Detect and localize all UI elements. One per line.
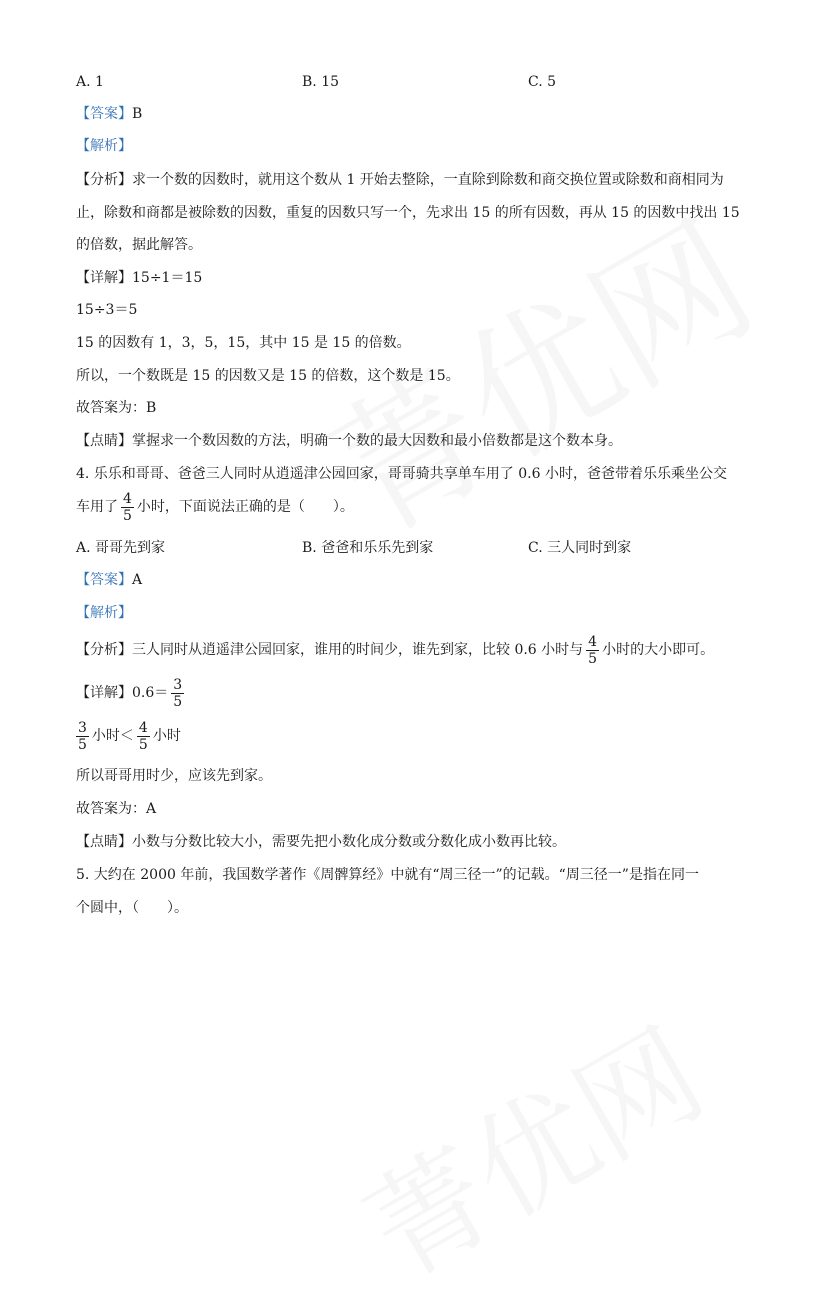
q3-xiangjie-line-1 [76,268,202,288]
stem-text: 小时，下面说法正确的是（ ）。 [136,499,354,515]
answer-value: A [132,572,143,588]
comparison-text: 小时＜ [91,728,134,744]
denominator: 5 [138,736,148,753]
q3-xiangjie-line-5: 故答案为：B [76,400,157,416]
denominator: 5 [123,507,132,524]
q4-answer [76,570,142,590]
q3-option-c: C. 5 [528,74,557,90]
q3-option-b: B. 15 [302,74,340,90]
fenxi-text: 求一个数的因数时，就用这个数从 1 开始去整除，一直除到除数和商交换位置或除数和商相同为 [132,172,724,188]
q3-fenxi-line-1 [76,170,724,190]
fraction-4-5 [586,634,599,667]
q4-dianjing [76,832,566,852]
q4-option-a: A. 哥哥先到家 [76,540,166,556]
fenxi-text: 三人同时从逍遥津公园回家，谁用的时间少，谁先到家，比较 0.6 小时与 [132,642,584,658]
fraction-3-5 [171,677,184,710]
q4-stem-line-1: 4. 乐乐和哥哥、爸爸三人同时从逍遥津公园回家，哥哥骑共享单车用了 0.6 小时，爸爸带着乐乐乘坐公交 [76,466,727,482]
q3-fenxi-line-2: 止，除数和商都是被除数的因数，重复的因数只写一个，先求出 15 的所有因数，再从 15 的因数中找出 15 [76,205,740,221]
q4-option-c: C. 三人同时到家 [528,540,632,556]
fraction-3-5 [76,720,89,753]
q3-answer [76,104,142,124]
fraction-4-5 [121,491,134,524]
answer-tag: 【答案】 [76,572,132,588]
q3-analysis-tag: 【解析】 [76,138,132,154]
q3-option-a: A. 1 [76,74,104,90]
q4-analysis-tag: 【解析】 [76,605,132,621]
q4-final: 故答案为：A [76,801,157,817]
dianjing-tag: 【点睛】 [76,433,132,449]
q4-stem-line-2 [76,490,354,524]
q4-fenxi [76,632,714,668]
numerator: 4 [138,719,148,736]
equation-text: 0.6＝ [132,685,169,701]
fraction-4-5 [137,720,150,753]
watermark [331,982,729,1310]
q3-dianjing [76,431,622,451]
fenxi-tag: 【分析】 [76,642,132,658]
q3-xiangjie-line-3: 15 的因数有 1，3，5，15，其中 15 是 15 的倍数。 [76,335,411,351]
q4-comparison [73,718,181,754]
q5-stem-line-1: 5. 大约在 2000 年前，我国数学著作《周髀算经》中就有“周三径一”的记载。“周三径一”是指在同一 [76,867,699,883]
numerator: 3 [78,719,87,736]
denominator: 5 [588,650,598,667]
xiangjie-tag: 【详解】 [76,270,132,286]
fenxi-text: 小时的大小即可。 [602,642,715,658]
q3-fenxi-line-3: 的倍数，据此解答。 [76,237,202,253]
dianjing-tag: 【点睛】 [76,834,132,850]
q4-conclusion: 所以哥哥用时少，应该先到家。 [76,768,272,784]
dianjing-text: 小数与分数比较大小，需要先把小数化成分数或分数化成小数再比较。 [132,834,566,850]
answer-value: B [132,106,143,122]
numerator: 3 [173,676,183,693]
xiangjie-tag: 【详解】 [76,685,132,701]
dianjing-text: 掌握求一个数因数的方法，明确一个数的最大因数和最小倍数都是这个数本身。 [132,433,622,449]
numerator: 4 [588,633,598,650]
answer-tag: 【答案】 [76,106,132,122]
denominator: 5 [173,693,183,710]
denominator: 5 [78,736,87,753]
q4-option-b: B. 爸爸和乐乐先到家 [302,540,434,556]
q4-xiangjie [76,675,187,711]
numerator: 4 [123,490,132,507]
q3-xiangjie-line-2: 15÷3＝5 [76,302,138,318]
stem-text: 车用了 [76,499,118,515]
q5-stem-line-2: 个圆中，（ ）。 [76,900,188,916]
comparison-text: 小时 [152,728,181,744]
xiangjie-text: 15÷1＝15 [132,270,203,286]
fenxi-tag: 【分析】 [76,172,132,188]
q3-xiangjie-line-4: 所以，一个数既是 15 的因数又是 15 的倍数，这个数是 15。 [76,368,460,384]
